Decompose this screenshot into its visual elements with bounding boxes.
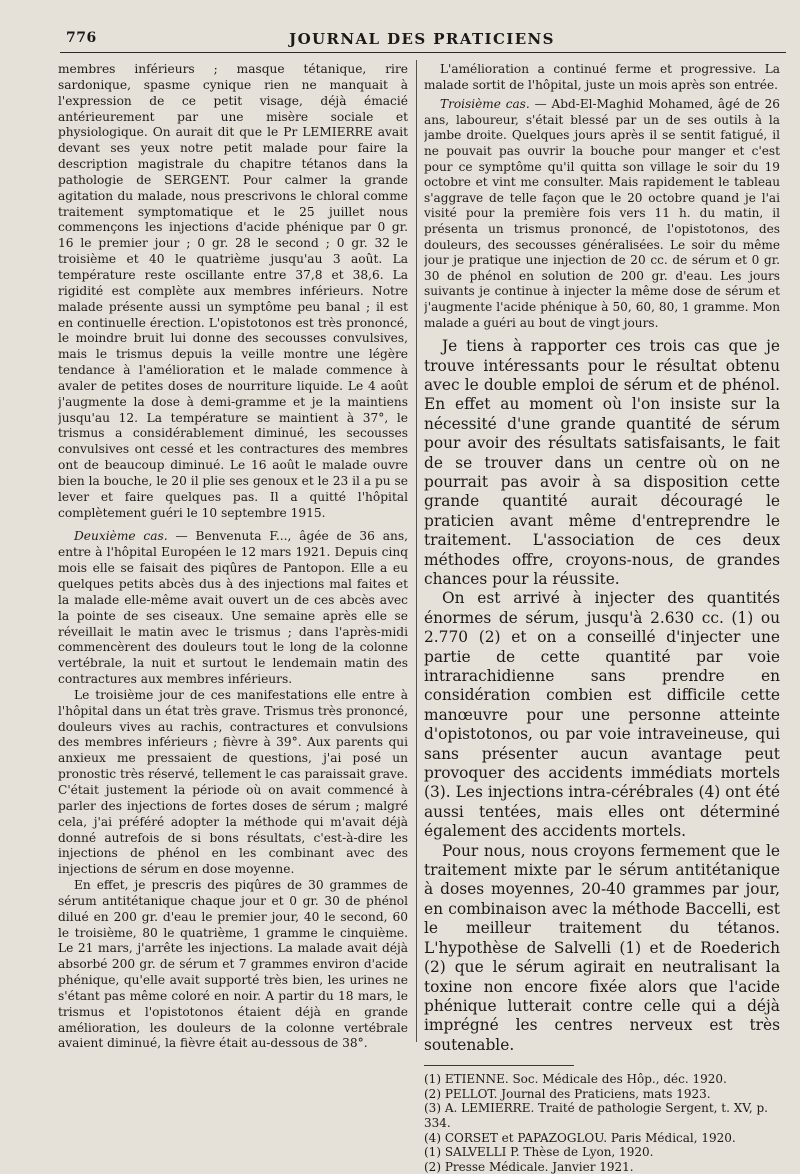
discussion-paragraph: Pour nous, nous croyons fermement que le traitement mixte par le sérum antitétanique à doses moyennes, 20-40 grammes par jour, en combinaison avec la méthode Baccelli, est le meilleur traitement du tétanos. L'hypothèse de Salvelli (1) et de Roederich (2) que le sérum agirait en neutralisant la toxine non encore fixée alors que l'acide phénique lutterait contre celle qui a déjà imprégné les centres nerveux est très soutenable. xyxy=(424,841,780,1054)
footnote: (3) A. LEMIERRE. Traité de pathologie Sergent, t. XV, p. 334. xyxy=(424,1101,768,1130)
discussion-paragraph: On est arrivé à injecter des quantités énormes de sérum, jusqu'à 2.630 cc. (1) ou 2.770 (2) et on a conseillé d'injecter une partie de cette quantité par voie intrarachidienne sans prendre en considération combien est difficile cette manœuvre pour une personne atteinte d'opistotonos, ou par voie intraveineuse, qui sans présenter aucun avantage peut provoquer des accidents immédiats mortels (3). Les injections intra-cérébrales (4) ont été aussi tentées, mais elles ont déterminé également des accidents mortels. xyxy=(424,589,780,841)
footnote-rule xyxy=(424,1065,574,1066)
case3-paragraph xyxy=(424,97,780,331)
footnote: (1) SALVELLI P. Thèse de Lyon, 1920. xyxy=(424,1145,654,1160)
discussion-section xyxy=(424,337,780,1055)
footnote: (1) ETIENNE. Soc. Médicale des Hôp., déc. 1920. xyxy=(424,1072,727,1087)
footnotes xyxy=(424,1072,780,1174)
footnote: (2) PELLOT. Journal des Praticiens, mats 1923. xyxy=(424,1086,711,1101)
page-header xyxy=(62,30,782,52)
case2-treatment: En effet, je prescris des piqûres de 30 grammes de sérum antitétanique chaque jour et 0 gr. 30 de phénol dilué en 200 gr. d'eau le premier jour, 40 le second, 60 le troisième, 80 le quatrième, 1 gramme le cinquième. Le 21 mars, j'arrête les injections. La malade avait déjà absorbé 200 gr. de sérum et 7 grammes environ d'acide phénique, qu'elle avait supporté très bien, les urines ne s'étant pas même coloré en noir. A partir du 18 mars, le trismus et l'opistotonos étaient déjà en grande amélioration, les douleurs de la colonne vertébrale avaient diminué, la fièvre était au-dessous de 38°. xyxy=(58,878,408,1051)
header-rule xyxy=(60,52,786,53)
footnote: (4) CORSET et PAPAZOGLOU. Paris Médical, 1920. xyxy=(424,1130,736,1145)
case2-text: Benvenuta F..., âgée de 36 ans, entre à l'hôpital Européen le 12 mars 1921. Depuis cinq mois elle se faisait des piqûres de Pantopon. Elle a eu quelques petits abcès dus à des injections mal faites et la malade elle-même avait ouvert un de ces abcès avec la pointe de ses ciseaux. Une semaine après elle se réveillait le matin avec le trismus ; dans l'après-midi commencèrent des douleurs tout le long de la colonne vertébrale, la nuit et surtout le lendemain matin des contractures aux membres inférieurs. xyxy=(58,529,408,687)
case2-third-day: Le troisième jour de ces manifestations elle entre à l'hôpital dans un état très grave. Trismus très prononcé, douleurs vives au rachis, contractures et convulsions des membres inférieurs ; fièvre à 39°. Aux parents qui anxieux me pressaient de questions, j'ai posé un pronostic très réservé, tellement le cas paraissait grave. C'était justement la période où on avait commencé à parler des injections de fortes doses de sérum ; malgré cela, j'ai préféré adopter la méthode qui m'avait déjà donné autrefois de si bons résultats, c'est-à-dire les injections de phénol en les combinant avec des injections de sérum en dose moyenne. xyxy=(58,687,408,877)
page-number: 776 xyxy=(66,30,97,46)
case2-paragraph xyxy=(58,529,408,687)
case2-outcome: L'amélioration a continué ferme et progressive. La malade sortit de l'hôpital, juste un mois après son entrée. xyxy=(424,62,780,92)
case3-text: Abd-El-Maghid Mohamed, âgé de 26 ans, laboureur, s'était blessé par un de ses outils à la jambe droite. Quelques jours après il se sentit fatigué, il ne pouvait pas ouvrir la bouche pour manger et c'est pour ce symptôme qu'il quitta son village le soir du 19 octobre et vint me consulter. Mais rapidement le tableau s'aggrave de telle façon que le 20 octobre quand je l'ai visité pour la première fois vers 11 h. du matin, il présenta un trismus prononcé, de l'opistotonos, des douleurs, des secousses généralisées. Le soir du même jour je pratique une injection de 20 cc. de sérum et 0 gr. 30 de phénol en solution de 200 gr. d'eau. Les jours suivants je continue à injecter la même dose de sérum et j'augmente l'acide phénique à 50, 60, 80, 1 gramme. Mon malade a guéri au bout de vingt jours. xyxy=(424,97,780,330)
journal-title: JOURNAL DES PRATICIENS xyxy=(289,30,555,48)
column-divider xyxy=(416,60,417,1042)
right-column xyxy=(424,62,780,1174)
case3-label: Troisième cas. — xyxy=(440,97,547,112)
left-column xyxy=(58,62,408,1052)
discussion-paragraph: Je tiens à rapporter ces trois cas que je trouve intéressants pour le résultat obtenu avec le double emploi de sérum et de phénol. En effet au moment où l'on insiste sur la nécessité d'une grande quantité de sérum pour avoir des résultats satisfaisants, le fait de se trouver dans un centre où on ne pourrait pas avoir à sa disposition cette grande quantité aurait découragé le praticien avant même d'entreprendre le traitement. L'association de ces deux méthodes offre, croyons-nous, de grandes chances pour la réussite. xyxy=(424,337,780,588)
case2-label: Deuxième cas. — xyxy=(74,529,188,544)
footnote: (2) Presse Médicale. Janvier 1921. xyxy=(424,1159,634,1174)
case1-continuation: membres inférieurs ; masque tétanique, rire sardonique, spasme cynique rien ne manquait à l'expression de ce petit visage, déjà émacié antérieurement par une misère sociale et physiologique. On aurait dit que le Pr LEMIERRE avait devant ses yeux notre petit malade pour faire la description magistrale du chapitre tétanos dans la pathologie de SERGENT. Pour calmer la grande agitation du malade, nous prescrivons le chloral comme traitement symptomatique et le 25 juillet nous commençons les injections d'acide phénique par 0 gr. 16 le premier jour ; 0 gr. 28 le second ; 0 gr. 32 le troisième et 40 le quatrième jusqu'au 3 août. La température reste oscillante entre 37,8 et 38,6. La rigidité est complète aux membres inférieurs. Notre malade présente aussi un symptôme peu banal ; il est en continuelle érection. L'opistotonos est très prononcé, le moindre bruit lui donne des secousses convulsives, mais le trismus depuis la veille montre une légère tendance à l'amélioration et le malade commence à avaler de petites doses de nourriture liquide. Le 4 août j'augmente la dose à demi-gramme et je la maintiens jusqu'au 12. La température se maintient à 37°, le trismus a considérablement diminué, les secousses convulsives ont cessé et les contractures des membres ont de beaucoup diminué. Le 16 août le malade ouvre bien la bouche, le 20 il plie ses genoux et le 23 il a pu se lever et faire quelques pas. Il a quitté l'hôpital complètement guéri le 10 septembre 1915. xyxy=(58,62,408,520)
